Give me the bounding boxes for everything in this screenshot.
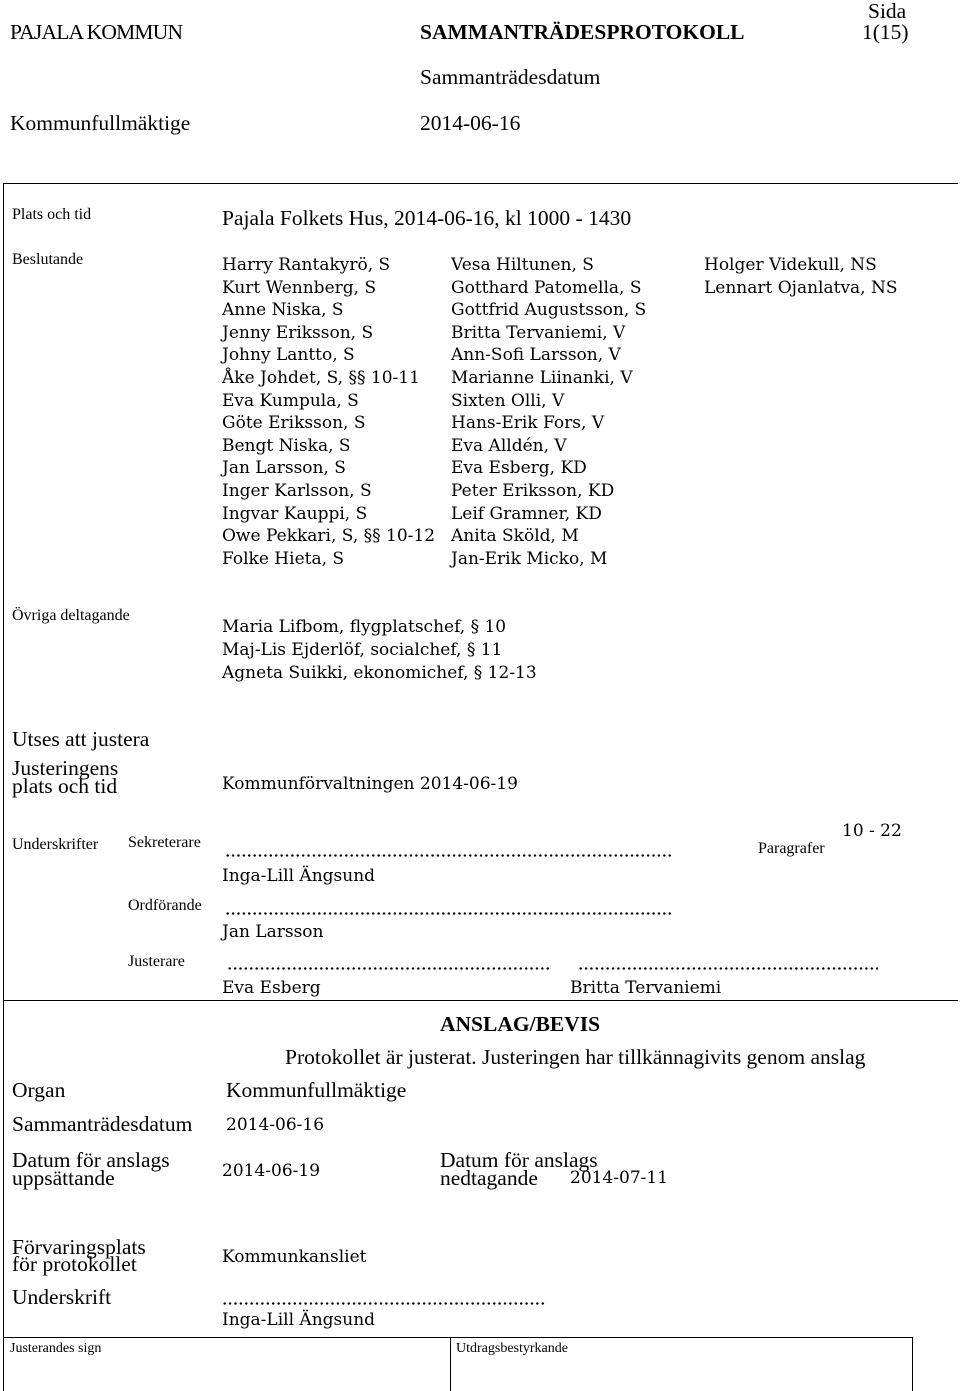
posted-date-label-line: uppsättande	[12, 1166, 115, 1190]
deciding-member: Bengt Niska, S	[222, 435, 351, 456]
deciding-column-3	[704, 254, 898, 299]
paragraphs-value: 10 - 22	[842, 821, 902, 841]
document-title: SAMMANTRÄDESPROTOKOLL	[420, 20, 745, 44]
secretary-label: Sekreterare	[128, 834, 201, 851]
adjuster-name: Britta Tervaniemi	[570, 978, 722, 998]
left-border	[3, 183, 4, 1391]
deciding-column-2	[451, 254, 646, 570]
deciding-member: Holger Videkull, NS	[704, 255, 877, 275]
adjust-label: Utses att justera	[12, 727, 150, 751]
deciding-member: Britta Tervaniemi, V	[451, 322, 626, 343]
chair-signature-line	[225, 912, 671, 915]
body-name: Kommunfullmäktige	[10, 111, 191, 135]
deciding-column-1	[222, 254, 435, 570]
deciding-member: Eva Kumpula, S	[222, 390, 359, 411]
deciding-member: Inger Karlsson, S	[222, 480, 372, 501]
place-time-value: Pajala Folkets Hus, 2014-06-16, kl 1000 - 1430	[222, 206, 632, 230]
notice-meeting-date-value: 2014-06-16	[226, 1115, 325, 1135]
adjust-place-value: Kommunförvaltningen 2014-06-19	[222, 774, 518, 794]
deciding-label: Beslutande	[12, 251, 84, 268]
deciding-member: Lennart Ojanlatva, NS	[704, 277, 898, 298]
other-participants-list	[222, 616, 537, 685]
other-participant: Maj-Lis Ejderlöf, socialchef, § 11	[222, 640, 503, 660]
storage-label-line: Förvaringsplats	[12, 1235, 146, 1259]
deciding-member: Kurt Wennberg, S	[222, 277, 377, 298]
storage-label-line: för protokollet	[12, 1252, 137, 1276]
deciding-member: Gottfrid Augustsson, S	[451, 300, 647, 321]
deciding-member: Jan Larsson, S	[222, 458, 346, 479]
signature-name: Inga-Lill Ängsund	[222, 1310, 376, 1330]
posted-date-label	[12, 1148, 170, 1190]
adjusters-sign-box: Justerandes sign	[10, 1341, 102, 1356]
adjuster-signature-line	[227, 967, 549, 970]
deciding-member: Göte Eriksson, S	[222, 413, 366, 434]
other-participant: Agneta Suikki, ekonomichef, § 12-13	[222, 663, 537, 683]
deciding-member: Anne Niska, S	[222, 300, 344, 321]
removal-date-label-line: Datum för anslags	[440, 1148, 598, 1172]
deciding-member: Leif Gramner, KD	[451, 503, 602, 524]
deciding-member: Harry Rantakyrö, S	[222, 255, 391, 275]
place-time-label: Plats och tid	[12, 206, 92, 223]
posted-date-value: 2014-06-19	[222, 1161, 321, 1181]
deciding-member: Jan-Erik Micko, M	[451, 548, 608, 569]
certified-extract-box: Utdragsbestyrkande	[456, 1341, 568, 1356]
secretary-name: Inga-Lill Ängsund	[222, 866, 376, 886]
removal-date-label-line: nedtagande	[440, 1166, 538, 1190]
deciding-member: Anita Sköld, M	[451, 526, 579, 547]
deciding-member: Gotthard Patomella, S	[451, 277, 642, 298]
deciding-member: Owe Pekkari, S, §§ 10-12	[222, 526, 436, 547]
other-participants-label: Övriga deltagande	[12, 607, 130, 624]
adjuster-name: Eva Esberg	[222, 978, 321, 998]
secretary-signature-line	[225, 854, 671, 857]
notice-divider	[3, 1000, 958, 1001]
storage-value: Kommunkansliet	[222, 1247, 367, 1267]
adjust-place-label	[12, 756, 119, 798]
page-number: 1(15)	[862, 20, 909, 44]
deciding-member: Marianne Liinanki, V	[451, 367, 633, 388]
signatures-label: Underskrifter	[12, 836, 99, 853]
notice-statement: Protokollet är justerat. Justeringen har tillkännagivits genom anslag	[285, 1045, 866, 1069]
signature-label: Underskrift	[12, 1285, 112, 1309]
deciding-member: Åke Johdet, S, §§ 10-11	[222, 367, 420, 388]
organ-value: Kommunfullmäktige	[226, 1078, 407, 1102]
signature-line	[222, 1302, 547, 1305]
deciding-member: Vesa Hiltunen, S	[451, 255, 594, 275]
meeting-date-label: Sammanträdesdatum	[420, 65, 601, 89]
deciding-member: Ann-Sofi Larsson, V	[451, 345, 621, 366]
footer-box-divider	[450, 1337, 451, 1391]
footer-divider	[3, 1337, 912, 1338]
deciding-member: Jenny Eriksson, S	[222, 322, 374, 343]
organ-label: Organ	[12, 1078, 66, 1102]
storage-label	[12, 1235, 146, 1276]
meeting-date: 2014-06-16	[420, 111, 521, 135]
deciding-member: Peter Eriksson, KD	[451, 480, 615, 501]
notice-meeting-date-label: Sammanträdesdatum	[12, 1112, 193, 1136]
deciding-member: Folke Hieta, S	[222, 548, 345, 569]
adjust-place-label-line: Justeringens	[12, 756, 119, 780]
deciding-member: Ingvar Kauppi, S	[222, 503, 368, 524]
deciding-member: Sixten Olli, V	[451, 390, 565, 411]
deciding-member: Johny Lantto, S	[222, 345, 355, 366]
posted-date-label-line: Datum för anslags	[12, 1148, 170, 1172]
adjusters-label: Justerare	[128, 953, 185, 970]
page-label: Sida	[868, 0, 907, 23]
header-organization: PAJALA KOMMUN	[10, 20, 183, 44]
chair-label: Ordförande	[128, 897, 202, 914]
removal-date-value: 2014-07-11	[570, 1168, 669, 1188]
other-participant: Maria Lifbom, flygplatschef, § 10	[222, 617, 507, 637]
deciding-member: Eva Alldén, V	[451, 435, 567, 456]
footer-right-border	[912, 1337, 913, 1391]
notice-title: ANSLAG/BEVIS	[440, 1012, 601, 1036]
top-divider	[3, 183, 958, 184]
deciding-member: Eva Esberg, KD	[451, 458, 587, 479]
paragraphs-label: Paragrafer	[758, 840, 825, 857]
adjust-place-label-line: plats och tid	[12, 774, 118, 798]
chair-name: Jan Larsson	[222, 922, 324, 942]
deciding-member: Hans-Erik Fors, V	[451, 413, 605, 434]
adjuster-signature-line	[578, 967, 878, 970]
